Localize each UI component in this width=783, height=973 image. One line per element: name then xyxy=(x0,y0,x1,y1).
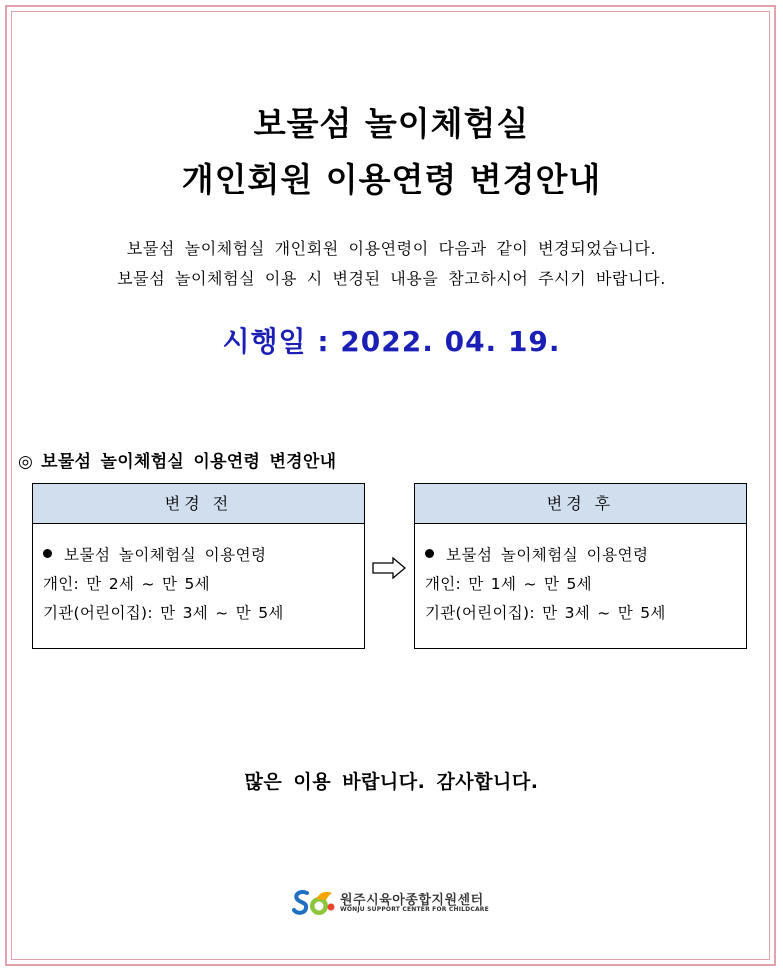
page-title-line2: 개인회원 이용연령 변경안내 xyxy=(181,160,602,199)
before-bullet-text: 보물섬 놀이체험실 이용연령 xyxy=(64,546,267,564)
circle-bullet-icon: ◎ xyxy=(18,452,34,472)
after-institution-age: 기관(어린이집): 만 3세 ~ 만 5세 xyxy=(425,604,666,622)
before-institution-age: 기관(어린이집): 만 3세 ~ 만 5세 xyxy=(43,604,284,622)
after-change-body xyxy=(415,524,746,628)
page-title-line1: 보물섬 놀이체험실 xyxy=(253,104,530,143)
before-bullet-item xyxy=(43,541,364,570)
after-bullet-item xyxy=(425,541,746,570)
section-heading-text: 보물섬 놀이체험실 이용연령 변경안내 xyxy=(41,452,337,472)
before-individual-age: 개인: 만 2세 ~ 만 5세 xyxy=(43,575,210,593)
center-logo-subtitle: WONJU SUPPORT CENTER FOR CHILDCARE xyxy=(340,906,489,913)
center-logo-icon xyxy=(292,887,336,919)
intro-text-line1: 보물섬 놀이체험실 개인회원 이용연령이 다음과 같이 변경되었습니다. xyxy=(126,239,657,258)
effective-date: 시행일 : 2022. 04. 19. xyxy=(222,325,561,358)
right-arrow-icon xyxy=(372,557,406,579)
before-change-box xyxy=(32,483,365,649)
closing-message: 많은 이용 바랍니다. 감사합니다. xyxy=(244,771,539,793)
before-change-body xyxy=(33,524,364,628)
center-logo-name: 원주시육아종합지원센터 xyxy=(340,893,484,908)
intro-text-line2: 보물섬 놀이체험실 이용 시 변경된 내용을 참고하시어 주시기 바랍니다. xyxy=(117,269,666,288)
after-bullet-text: 보물섬 놀이체험실 이용연령 xyxy=(446,546,649,564)
bullet-dot-icon xyxy=(425,549,434,558)
after-change-header: 변경 후 xyxy=(415,484,746,524)
section-heading xyxy=(18,447,336,472)
bullet-dot-icon xyxy=(43,549,52,558)
before-change-header: 변경 전 xyxy=(33,484,364,524)
center-logo xyxy=(292,887,492,919)
after-individual-age: 개인: 만 1세 ~ 만 5세 xyxy=(425,575,592,593)
after-change-box xyxy=(414,483,747,649)
